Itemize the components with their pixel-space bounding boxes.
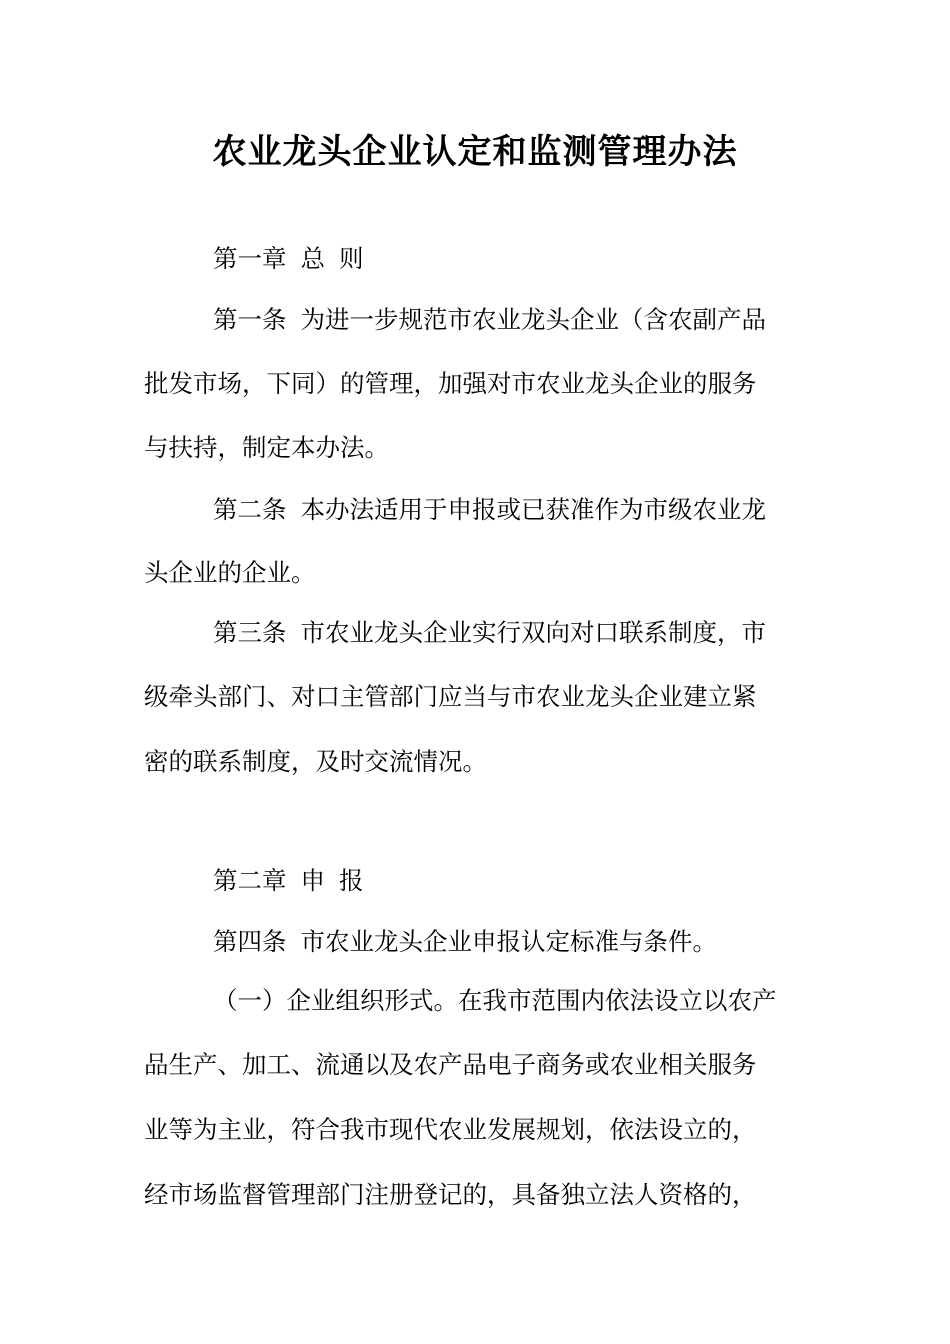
chapter-2-title-b: 报 [339,866,364,895]
chapter-2-title-a: 申 [300,866,325,895]
article-2-text-2: 头企业的企业。 [144,558,316,587]
article-3-number: 第三条 [213,618,287,647]
article-2-text-1: 本办法适用于申报或已获准作为市级农业龙 [300,495,766,524]
article-4-line [213,910,809,974]
article-3-first-line [213,601,809,665]
chapter-2-heading [213,849,809,913]
article-1-text-1: 为进一步规范市农业龙头企业（含农副产品 [300,305,766,334]
chapter-2-number: 第二章 [213,866,287,895]
article-1-first-line [213,288,809,352]
article-1-text-3: 与扶持，制定本办法。 [144,433,389,462]
article-4-number: 第四条 [213,927,287,956]
article-3-text-2: 级牵头部门、对口主管部门应当与市农业龙头企业建立紧 [144,682,757,711]
article-3-text-3: 密的联系制度，及时交流情况。 [144,747,487,776]
document-title: 农业龙头企业认定和监测管理办法 [212,132,738,172]
article-2-number: 第二条 [213,495,287,524]
chapter-1-title-a: 总 [300,244,325,273]
article-3-text-1: 市农业龙头企业实行双向对口联系制度，市 [300,618,766,647]
article-1-number: 第一条 [213,305,287,334]
article-4-text-1: 市农业龙头企业申报认定标准与条件。 [300,927,717,956]
article-2-first-line [213,478,809,542]
item-1-text-1: （一）企业组织形式。在我市范围内依法设立以农产 [213,986,777,1015]
chapter-1-number: 第一章 [213,244,287,273]
article-1-text-2: 批发市场，下同）的管理，加强对市农业龙头企业的服务 [144,369,757,398]
item-1-text-4: 经市场监督管理部门注册登记的，具备独立法人资格的， [144,1180,757,1209]
chapter-1-heading [213,227,809,291]
item-1-text-2: 品生产、加工、流通以及农产品电子商务或农业相关服务 [144,1050,757,1079]
chapter-1-title-b: 则 [339,244,364,273]
item-1-text-3: 业等为主业，符合我市现代农业发展规划，依法设立的， [144,1115,757,1144]
